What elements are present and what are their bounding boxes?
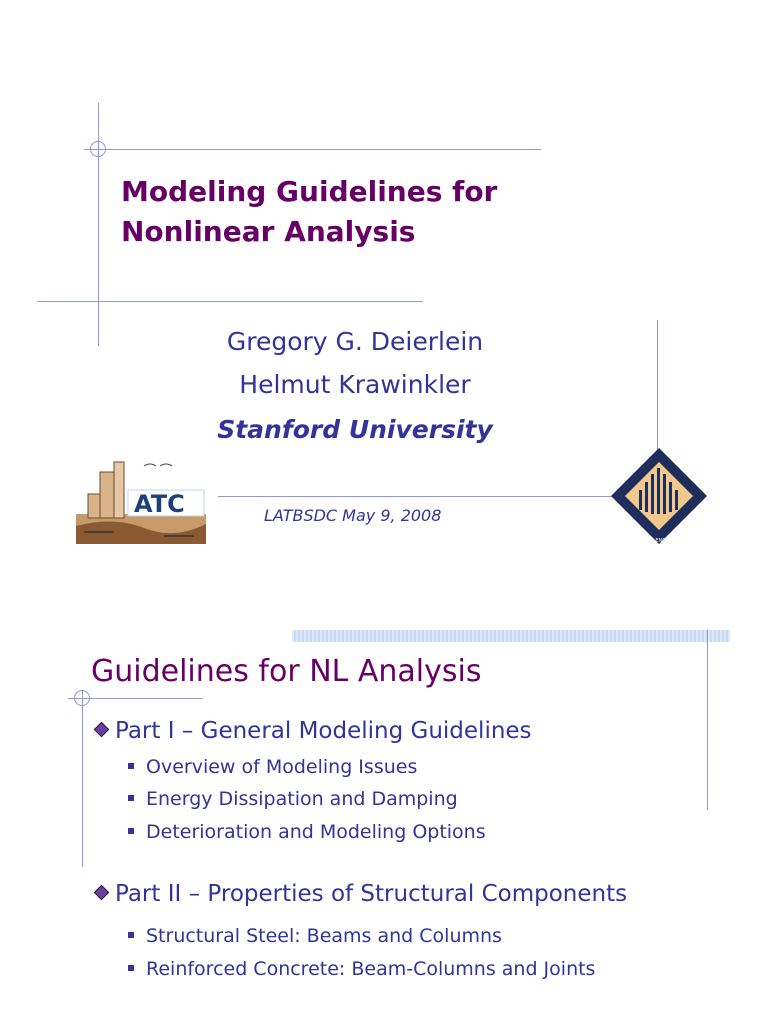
slide2-header-band xyxy=(292,630,730,642)
part2-heading xyxy=(92,879,627,909)
slide1-mid-rule xyxy=(38,301,423,302)
slide2-crosshair-circle xyxy=(74,690,90,706)
slide1-title-line1: Modeling Guidelines for xyxy=(121,175,498,208)
event-date: LATBSDC May 9, 2008 xyxy=(264,506,442,525)
part2-label: Part II – Properties of Structural Components xyxy=(115,881,628,907)
square-bullet-icon xyxy=(128,828,134,834)
diamond-bullet-icon xyxy=(94,885,110,901)
slide1-title xyxy=(121,172,641,252)
part1-heading xyxy=(92,716,532,746)
list-item: Structural Steel: Beams and Columns xyxy=(128,923,502,949)
list-item: Overview of Modeling Issues xyxy=(128,754,417,780)
list-item: Energy Dissipation and Damping xyxy=(128,786,458,812)
university-name: Stanford University xyxy=(217,415,493,444)
slide2-title: Guidelines for NL Analysis xyxy=(91,654,482,689)
square-bullet-icon xyxy=(128,965,134,971)
part1-label: Part I – General Modeling Guidelines xyxy=(115,718,532,744)
author-name-2: Helmut Krawinkler xyxy=(239,370,471,399)
square-bullet-icon xyxy=(128,932,134,938)
peer-logo-text: PACIFIC EARTHQUAKE ENGINEERING RESEARCH xyxy=(599,538,719,544)
slide1-crosshair-circle xyxy=(90,141,106,157)
square-bullet-icon xyxy=(128,763,134,769)
slide1-title-line2: Nonlinear Analysis xyxy=(121,215,416,248)
list-item: Deterioration and Modeling Options xyxy=(128,819,486,845)
atc-logo-text: ATC xyxy=(134,490,185,518)
list-item: Reinforced Concrete: Beam-Columns and Joints xyxy=(128,956,595,982)
square-bullet-icon xyxy=(128,795,134,801)
author-name-1: Gregory G. Deierlein xyxy=(226,327,484,356)
slide1-top-rule xyxy=(84,149,541,150)
slide2-left-vertical-rule xyxy=(82,690,83,867)
diamond-bullet-icon xyxy=(94,722,110,738)
atc-logo xyxy=(74,456,208,546)
slide2-right-vertical-rule xyxy=(707,630,708,810)
peer-logo xyxy=(599,446,719,546)
slide1-vertical-rule xyxy=(98,103,99,346)
slide1-logo-rule xyxy=(218,496,638,497)
